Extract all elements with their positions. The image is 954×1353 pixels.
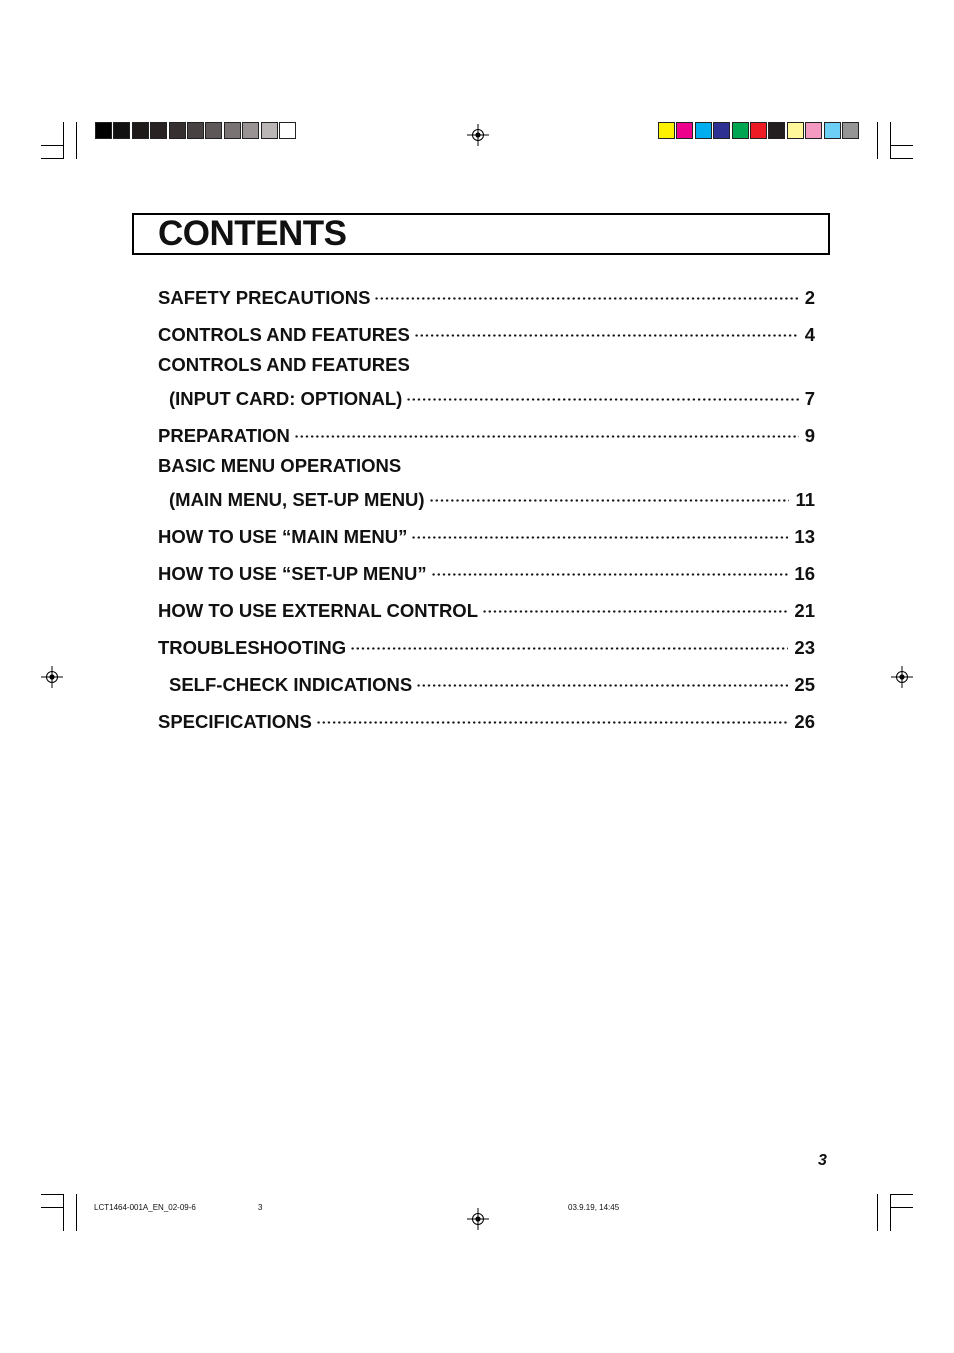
toc-entry-label: HOW TO USE “MAIN MENU” xyxy=(158,526,408,547)
color-swatch xyxy=(187,122,204,139)
color-swatch xyxy=(732,122,749,139)
toc-entry xyxy=(158,516,815,547)
color-swatch xyxy=(750,122,767,139)
toc-entry-page: 23 xyxy=(794,637,815,658)
color-swatch xyxy=(713,122,730,139)
toc-entry xyxy=(158,627,815,658)
toc-entry-page: 13 xyxy=(794,526,815,547)
color-swatch xyxy=(113,122,130,139)
toc-line xyxy=(158,553,815,584)
toc-entry xyxy=(158,590,815,621)
crop-mark xyxy=(890,1194,913,1195)
crop-mark xyxy=(63,122,64,159)
toc-entry-label: TROUBLESHOOTING xyxy=(158,637,347,658)
toc-line xyxy=(158,590,815,621)
toc-entry-label: HOW TO USE “SET-UP MENU” xyxy=(158,563,427,584)
toc-entry-label: CONTROLS AND FEATURES xyxy=(158,324,410,345)
color-swatch xyxy=(132,122,149,139)
toc-line xyxy=(158,378,815,409)
toc-leader-dots xyxy=(406,378,798,405)
toc-leader-dots xyxy=(411,516,788,543)
toc-line xyxy=(158,277,815,308)
color-swatch xyxy=(242,122,259,139)
crop-mark xyxy=(877,1194,878,1231)
toc-leader-dots xyxy=(374,277,798,304)
toc-entry-heading: BASIC MENU OPERATIONS xyxy=(158,455,402,476)
registration-mark-icon xyxy=(891,666,913,688)
color-swatch xyxy=(787,122,804,139)
footer-date: 03.9.19, 14:45 xyxy=(568,1203,620,1212)
toc-leader-dots xyxy=(431,553,789,580)
toc-entry xyxy=(158,415,815,446)
color-swatch xyxy=(768,122,785,139)
crop-mark xyxy=(76,1194,77,1231)
toc-entry-label: PREPARATION xyxy=(158,425,290,446)
footer-page: 3 xyxy=(258,1203,263,1212)
toc-entry xyxy=(158,351,815,409)
toc-entry-page: 7 xyxy=(804,388,815,409)
toc-entry-label: (INPUT CARD: OPTIONAL) xyxy=(169,388,403,409)
toc-line xyxy=(158,516,815,547)
toc-leader-dots xyxy=(350,627,788,654)
page-number: 3 xyxy=(818,1152,827,1169)
crop-mark xyxy=(41,1207,64,1208)
toc-entry-page: 2 xyxy=(804,287,815,308)
process-color-bar xyxy=(658,122,860,139)
color-swatch xyxy=(695,122,712,139)
toc-entry-page: 26 xyxy=(794,711,815,732)
toc-leader-dots xyxy=(316,701,789,728)
toc-line xyxy=(158,314,815,345)
toc-line xyxy=(158,479,815,510)
toc-line xyxy=(158,415,815,446)
color-swatch xyxy=(261,122,278,139)
toc-line xyxy=(158,664,815,695)
crop-mark xyxy=(41,1194,64,1195)
toc-entry-page: 9 xyxy=(804,425,815,446)
color-swatch xyxy=(658,122,675,139)
toc-entry-heading: CONTROLS AND FEATURES xyxy=(158,354,410,375)
toc-entry xyxy=(158,553,815,584)
toc-entry xyxy=(158,314,815,345)
color-swatch xyxy=(95,122,112,139)
toc-leader-dots xyxy=(416,664,788,691)
toc-leader-dots xyxy=(429,479,790,506)
footer-file-name: LCT1464-001A_EN_02-09-6 xyxy=(94,1203,196,1212)
crop-mark xyxy=(890,122,891,159)
color-swatch xyxy=(279,122,296,139)
toc-entry-page: 11 xyxy=(795,489,815,510)
toc-entry xyxy=(158,664,815,695)
toc-leader-dots xyxy=(294,415,799,442)
toc-entry-label: (MAIN MENU, SET-UP MENU) xyxy=(169,489,425,510)
crop-mark xyxy=(890,158,913,159)
color-swatch xyxy=(824,122,841,139)
toc-line xyxy=(158,627,815,658)
toc-entry xyxy=(158,452,815,510)
color-swatch xyxy=(842,122,859,139)
crop-mark xyxy=(890,1194,891,1231)
toc-entry-page: 16 xyxy=(794,563,815,584)
toc-leader-dots xyxy=(482,590,788,617)
title-box xyxy=(132,213,830,255)
table-of-contents xyxy=(158,277,815,738)
toc-entry-label: HOW TO USE EXTERNAL CONTROL xyxy=(158,600,478,621)
toc-entry-page: 25 xyxy=(794,674,815,695)
color-swatch xyxy=(169,122,186,139)
crop-mark xyxy=(76,122,77,159)
toc-entry xyxy=(158,701,815,732)
toc-entry-page: 4 xyxy=(804,324,815,345)
toc-entry-label: SPECIFICATIONS xyxy=(158,711,312,732)
color-swatch xyxy=(150,122,167,139)
toc-entry xyxy=(158,277,815,308)
crop-mark xyxy=(877,122,878,159)
toc-line xyxy=(158,701,815,732)
grayscale-color-bar xyxy=(95,122,297,139)
toc-leader-dots xyxy=(414,314,799,341)
crop-mark xyxy=(890,145,913,146)
registration-mark-icon xyxy=(467,124,489,146)
color-swatch xyxy=(676,122,693,139)
crop-mark xyxy=(890,1207,913,1208)
toc-entry-label: SAFETY PRECAUTIONS xyxy=(158,287,371,308)
toc-entry-page: 21 xyxy=(794,600,815,621)
crop-mark xyxy=(41,145,64,146)
toc-entry-label: SELF-CHECK INDICATIONS xyxy=(169,674,413,695)
registration-mark-icon xyxy=(467,1208,489,1230)
color-swatch xyxy=(205,122,222,139)
crop-mark xyxy=(63,1194,64,1231)
page-title: CONTENTS xyxy=(158,214,347,253)
color-swatch xyxy=(224,122,241,139)
crop-mark xyxy=(41,158,64,159)
registration-mark-icon xyxy=(41,666,63,688)
color-swatch xyxy=(805,122,822,139)
